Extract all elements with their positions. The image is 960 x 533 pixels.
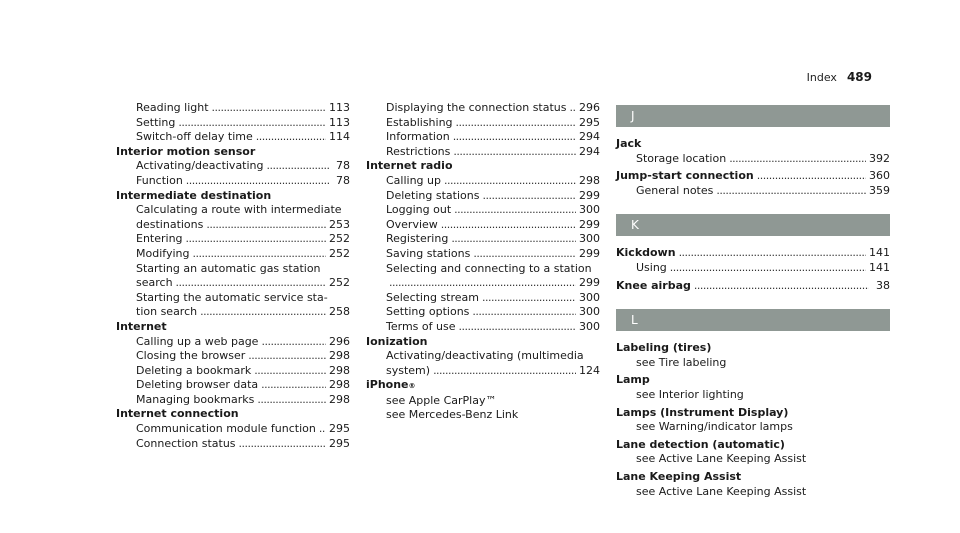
index-subentry[interactable] (116, 437, 350, 452)
index-subentry[interactable] (366, 364, 600, 379)
dot-leader (670, 261, 866, 276)
page-ref[interactable]: 359 (869, 183, 890, 197)
entry-text: search (136, 276, 173, 290)
entry-text: Intermediate destination (116, 188, 272, 202)
index-heading[interactable] (616, 169, 890, 184)
index-subentry[interactable] (366, 174, 600, 189)
index-subentry (366, 394, 600, 409)
entry-text: Saving stations (386, 246, 471, 260)
letter-section-bar: J (616, 105, 890, 127)
page-ref[interactable]: 295 (329, 422, 350, 436)
index-column-1 (116, 101, 350, 451)
dot-leader (319, 422, 326, 437)
page-ref[interactable]: 113 (329, 115, 350, 129)
entry-text: Calling up a web page (136, 334, 259, 348)
index-subentry[interactable] (366, 291, 600, 306)
dot-leader (729, 152, 866, 167)
registered-mark: ® (408, 382, 416, 391)
entry-text: Lane Keeping Assist (616, 469, 742, 483)
index-subentry[interactable] (116, 276, 350, 291)
index-subentry[interactable] (116, 174, 350, 189)
dot-leader (206, 218, 326, 233)
page-ref[interactable]: 258 (329, 305, 350, 319)
entry-text: Overview (386, 217, 438, 231)
page-ref[interactable]: 294 (579, 130, 600, 144)
index-subentry[interactable] (366, 101, 600, 116)
dot-leader (458, 320, 576, 335)
entry-text: Internet radio (366, 159, 453, 173)
page-ref[interactable]: 124 (579, 363, 600, 377)
dot-leader (261, 378, 326, 393)
entry-text: see Active Lane Keeping Assist (636, 452, 807, 466)
page-ref[interactable]: 360 (869, 169, 890, 183)
dot-leader (451, 232, 576, 247)
index-heading[interactable] (616, 246, 890, 261)
page-ref[interactable]: 296 (579, 101, 600, 114)
index-subentry[interactable] (116, 159, 350, 174)
section-spacer (616, 198, 890, 210)
index-heading (116, 189, 350, 204)
entry-text: Function (136, 173, 183, 187)
entry-text: Jump-start connection (616, 169, 754, 183)
page-ref[interactable]: 141 (869, 246, 890, 260)
entry-text: Information (386, 130, 450, 144)
entry-text: Switch-off delay time (136, 130, 253, 144)
index-subentry (116, 291, 350, 306)
dot-leader (482, 291, 576, 306)
dot-leader (267, 159, 329, 174)
index-subentry[interactable] (116, 364, 350, 379)
dot-leader (239, 437, 326, 452)
page-ref[interactable]: 298 (329, 349, 350, 363)
index-subentry (616, 388, 890, 403)
index-column-2 (366, 101, 600, 423)
dot-leader (456, 116, 576, 131)
entry-text: Labeling (tires) (616, 341, 712, 355)
index-heading (616, 438, 890, 453)
index-subentry (366, 349, 600, 364)
entry-text: Managing bookmarks (136, 392, 255, 406)
entry-text: Interior motion sensor (116, 144, 256, 158)
page-ref[interactable]: 300 (579, 305, 600, 319)
entry-text: Lamp (616, 373, 650, 387)
entry-text: Lamps (Instrument Display) (616, 405, 789, 419)
dot-leader (473, 247, 576, 262)
entry-text: Establishing (386, 115, 453, 129)
index-subentry[interactable] (116, 116, 350, 131)
index-subentry[interactable] (616, 152, 890, 167)
dot-leader (176, 276, 326, 291)
index-heading (616, 406, 890, 421)
index-heading (616, 373, 890, 388)
entry-text: Closing the browser (136, 349, 246, 363)
index-subentry[interactable] (366, 305, 600, 320)
index-heading (116, 407, 350, 422)
index-heading (616, 470, 890, 485)
index-heading[interactable] (616, 279, 890, 294)
index-subentry (616, 485, 890, 500)
page-ref[interactable]: 298 (579, 173, 600, 187)
page-ref[interactable]: 298 (329, 378, 350, 392)
index-heading (616, 137, 890, 152)
page-ref[interactable]: 300 (579, 232, 600, 246)
dot-leader (757, 169, 866, 184)
index-subentry[interactable] (616, 184, 890, 199)
dot-leader (256, 130, 326, 145)
entry-text: system) (386, 363, 431, 377)
entry-text: Displaying the connection status (386, 101, 567, 114)
entry-text: Internet connection (116, 407, 239, 421)
index-subentry[interactable] (116, 101, 350, 116)
index-subentry[interactable] (116, 422, 350, 437)
entry-text: Ionization (366, 334, 428, 348)
entry-text: see Mercedes-Benz Link (386, 408, 519, 422)
page-ref[interactable]: 300 (579, 203, 600, 217)
entry-text: Activating/deactivating (136, 159, 264, 173)
page-ref[interactable]: 252 (329, 232, 350, 246)
dot-leader (716, 184, 866, 199)
page-ref[interactable]: 141 (869, 260, 890, 274)
entry-text: Connection status (136, 436, 236, 450)
section-label: Index (806, 71, 837, 84)
dot-leader (444, 174, 576, 189)
entry-text: Starting the automatic service sta- (136, 290, 328, 304)
entry-text: Lane detection (automatic) (616, 437, 785, 451)
entry-text: Entering (136, 232, 183, 246)
entry-text: Starting an automatic gas station (136, 261, 321, 275)
entry-text: Deleting a bookmark (136, 363, 252, 377)
index-subentry[interactable] (366, 189, 600, 204)
index-subentry (366, 408, 600, 423)
page-ref[interactable]: 113 (329, 101, 350, 114)
index-subentry[interactable] (116, 378, 350, 393)
entry-text: Modifying (136, 246, 190, 260)
dot-leader (482, 189, 576, 204)
entry-text: Knee airbag (616, 278, 691, 292)
index-subentry[interactable] (366, 203, 600, 218)
dot-leader (472, 305, 576, 320)
entry-text: Setting (136, 115, 176, 129)
page-ref[interactable]: 78 (336, 173, 350, 187)
page-ref[interactable]: 252 (329, 276, 350, 290)
entry-text: iPhone (366, 378, 409, 392)
page-header (807, 70, 872, 84)
entry-text: see Tire labeling (636, 355, 727, 369)
entry-text: Calculating a route with intermediate (136, 203, 342, 217)
index-heading (116, 320, 350, 335)
dot-leader (257, 393, 326, 408)
entry-text: Jack (616, 137, 642, 150)
entry-text: Terms of use (386, 319, 456, 333)
index-subentry[interactable] (366, 320, 600, 335)
page-ref[interactable]: 114 (329, 130, 350, 144)
entry-text: Selecting stream (386, 290, 479, 304)
index-subentry (616, 420, 890, 435)
entry-text: Activating/deactivating (multimedia (386, 349, 584, 363)
index-subentry (116, 203, 350, 218)
index-subentry[interactable] (116, 393, 350, 408)
index-subentry[interactable] (366, 232, 600, 247)
dot-leader (453, 145, 576, 160)
page-ref[interactable]: 78 (336, 159, 350, 173)
page-ref[interactable]: 295 (329, 436, 350, 450)
letter-section-bar: K (616, 214, 890, 236)
dot-leader (200, 305, 326, 320)
page-ref[interactable]: 296 (329, 334, 350, 348)
dot-leader (679, 246, 866, 261)
page-ref[interactable]: 252 (329, 246, 350, 260)
entry-text: tion search (136, 305, 198, 319)
entry-text: Deleting stations (386, 188, 480, 202)
page-ref[interactable]: 300 (579, 319, 600, 333)
index-subentry[interactable] (366, 276, 600, 291)
page-ref[interactable]: 299 (579, 188, 600, 202)
entry-text: Deleting browser data (136, 378, 259, 392)
index-subentry[interactable] (116, 130, 350, 145)
index-heading (366, 159, 600, 174)
dot-leader (212, 101, 326, 116)
index-subentry[interactable] (366, 130, 600, 145)
page-number: 489 (846, 70, 872, 84)
section-spacer (616, 293, 890, 305)
entry-text: Storage location (636, 151, 727, 165)
page-ref[interactable]: 298 (329, 363, 350, 377)
index-subentry[interactable] (616, 261, 890, 276)
index-subentry[interactable] (116, 247, 350, 262)
index-heading (366, 378, 600, 394)
dot-leader (433, 364, 576, 379)
page-ref[interactable]: 298 (329, 392, 350, 406)
page-ref[interactable]: 392 (869, 151, 890, 165)
entry-text: see Apple CarPlay™ (386, 393, 497, 407)
entry-text: Calling up (386, 173, 441, 187)
letter-section-bar: L (616, 309, 890, 331)
entry-text: Selecting and connecting to a station (386, 261, 592, 275)
index-subentry[interactable] (366, 247, 600, 262)
page-ref[interactable]: 295 (579, 115, 600, 129)
index-subentry[interactable] (116, 305, 350, 320)
dot-leader (453, 130, 576, 145)
entry-text: Communication module function (136, 422, 316, 436)
dot-leader (441, 218, 576, 233)
entry-text: see Interior lighting (636, 387, 744, 401)
index-subentry[interactable] (366, 145, 600, 160)
dot-leader (178, 116, 326, 131)
index-heading (616, 341, 890, 356)
entry-text: General notes (636, 183, 714, 197)
page-ref[interactable]: 253 (329, 217, 350, 231)
dot-leader (261, 335, 326, 350)
index-subentry[interactable] (116, 232, 350, 247)
index-subentry[interactable] (116, 335, 350, 350)
entry-text: Reading light (136, 101, 209, 114)
entry-text: Internet (116, 319, 167, 333)
dot-leader (192, 247, 326, 262)
index-subentry (366, 262, 600, 277)
page-ref[interactable]: 299 (579, 217, 600, 231)
dot-leader (186, 174, 329, 189)
index-subentry[interactable] (366, 116, 600, 131)
entry-text: Using (636, 260, 667, 274)
entry-text: Restrictions (386, 144, 451, 158)
entry-text: Setting options (386, 305, 470, 319)
entry-text: Registering (386, 232, 449, 246)
entry-text: Kickdown (616, 246, 676, 260)
index-column-3 (616, 101, 890, 499)
entry-text: Logging out (386, 203, 452, 217)
index-heading (366, 335, 600, 350)
dot-leader (694, 279, 869, 294)
page-ref[interactable]: 38 (876, 278, 890, 292)
page-ref[interactable]: 294 (579, 144, 600, 158)
dot-leader (248, 349, 326, 364)
dot-leader (186, 232, 326, 247)
index-heading (116, 145, 350, 160)
index-subentry[interactable] (116, 349, 350, 364)
entry-text: see Warning/indicator lamps (636, 420, 793, 434)
dot-leader (389, 276, 576, 291)
index-subentry[interactable] (116, 218, 350, 233)
page-ref[interactable]: 299 (579, 276, 600, 290)
page-ref[interactable]: 300 (579, 290, 600, 304)
index-subentry (616, 452, 890, 467)
index-subentry (616, 356, 890, 371)
index-subentry (116, 262, 350, 277)
index-subentry[interactable] (366, 218, 600, 233)
dot-leader (570, 101, 576, 116)
page-ref[interactable]: 299 (579, 246, 600, 260)
entry-text: destinations (136, 217, 204, 231)
dot-leader (254, 364, 326, 379)
dot-leader (454, 203, 576, 218)
entry-text: see Active Lane Keeping Assist (636, 484, 807, 498)
